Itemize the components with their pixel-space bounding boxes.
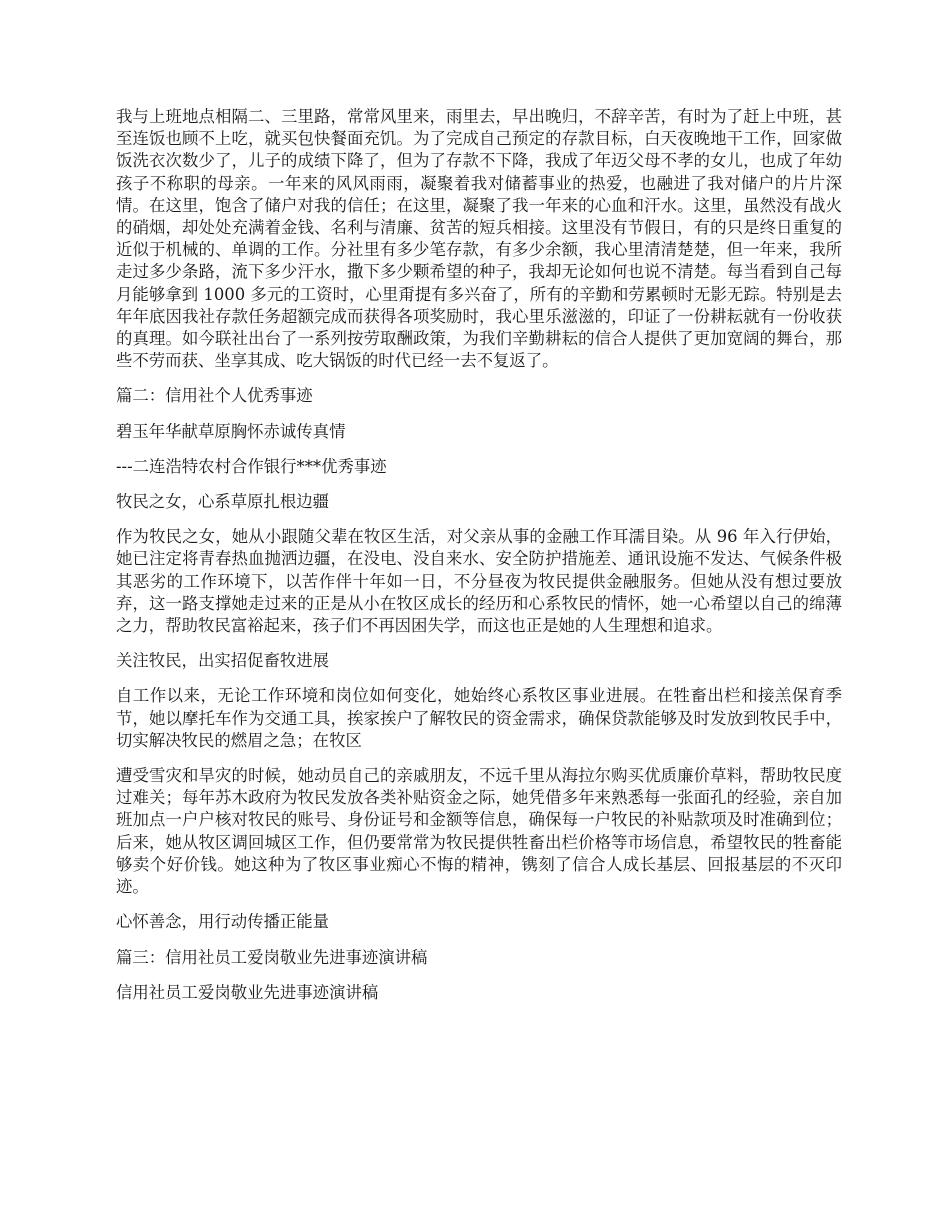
article-title: 碧玉年华献草原胸怀赤诚传真情: [116, 421, 346, 441]
subsection-heading: 关注牧民，出实招促畜牧进展: [116, 651, 330, 671]
body-paragraph: 遭受雪灾和旱灾的时候，她动员自己的亲戚朋友，不远千里从海拉尔购买优质廉价草料，帮助牧民度过难关；每年苏木政府为牧民发放各类补贴资金之际，她凭借多年来熟悉每一张面孔的经验，亲自加班加点一户户核对牧民的账号、身份证号和金额等信息，确保每一户牧民的补贴款项及时准确到位；后来，她从牧区调回城区工作，但仍要常常为牧民提供牲畜出栏价格等市场信息，希望牧民的牲畜能够卖个好价钱。她这种为了牧区事业痴心不悔的精神，镌刻了信合人成长基层、回报基层的不灭印迹。: [116, 766, 842, 897]
body-paragraph: 自工作以来，无论工作环境和岗位如何变化，她始终心系牧区事业进展。在牲畜出栏和接羔保育季节，她以摩托车作为交通工具，挨家挨户了解牧民的资金需求，确保贷款能够及时发放到牧民手中，切实解决牧民的燃眉之急；在牧区: [116, 686, 842, 750]
article-title: 信用社员工爱岗敬业先进事迹演讲稿: [116, 982, 379, 1002]
body-paragraph: 作为牧民之女，她从小跟随父辈在牧区生活，对父亲从事的金融工作耳濡目染。从 96 年入行伊始，她已注定将青春热血抛洒边疆，在没电、没自来水、安全防护措施差、通讯设施不发达、气候条件极其恶劣的工作环境下，以苦作伴十年如一日，不分昼夜为牧民提供金融服务。但她从没有想过要放弃，这一路支撑她走过来的正是从小在牧区成长的经历和心系牧民的情怀，她一心希望以自己的绵薄之力，帮助牧民富裕起来，孩子们不再因困失学，而这也正是她的人生理想和追求。: [116, 527, 842, 636]
section-heading: 篇三：信用社员工爱岗敬业先进事迹演讲稿: [116, 947, 428, 967]
body-paragraph: 我与上班地点相隔二、三里路，常常风里来，雨里去，早出晚归，不辞辛苦，有时为了赶上中班，甚至连饭也顾不上吃，就买包快餐面充饥。为了完成自己预定的存款目标，白天夜晚地干工作，回家做饭洗衣次数少了，儿子的成绩下降了，但为了存款不下降，我成了年迈父母不孝的女儿，也成了年幼孩子不称职的母亲。一年来的风风雨雨，凝聚着我对储蓄事业的热爱，也融进了我对储户的片片深情。在这里，饱含了储户对我的信任；在这里，凝聚了我一年来的心血和汗水。这里，虽然没有战火的硝烟，却处处充满着金钱、名利与清廉、贫苦的短兵相接。这里没有节假日，有的只是终日重复的近似于机械的、单调的工作。分社里有多少笔存款，有多少余额，我心里清清楚楚，但一年来，我所走过多少条路，流下多少汗水，撒下多少颗希望的种子，我却无论如何也说不清楚。每当看到自己每月能够拿到 1000 多元的工资时，心里甭提有多兴奋了，所有的辛勤和劳累顿时无影无踪。特别是去年年底因我社存款任务超额完成而获得各项奖励时，我心里乐滋滋的，印证了一份耕耘就有一份收获的真理。如今联社出台了一系列按劳取酬政策，为我们辛勤耕耘的信合人提供了更加宽阔的舞台，那些不劳而获、坐享其成、吃大锅饭的时代已经一去不复返了。: [116, 107, 842, 371]
article-subtitle: ---二连浩特农村合作银行***优秀事迹: [116, 456, 387, 476]
subsection-heading: 牧民之女，心系草原扎根边疆: [116, 492, 330, 512]
section-heading: 篇二：信用社个人优秀事迹: [116, 386, 313, 406]
document-page: [116, 106, 842, 1017]
subsection-heading: 心怀善念，用行动传播正能量: [116, 912, 330, 932]
